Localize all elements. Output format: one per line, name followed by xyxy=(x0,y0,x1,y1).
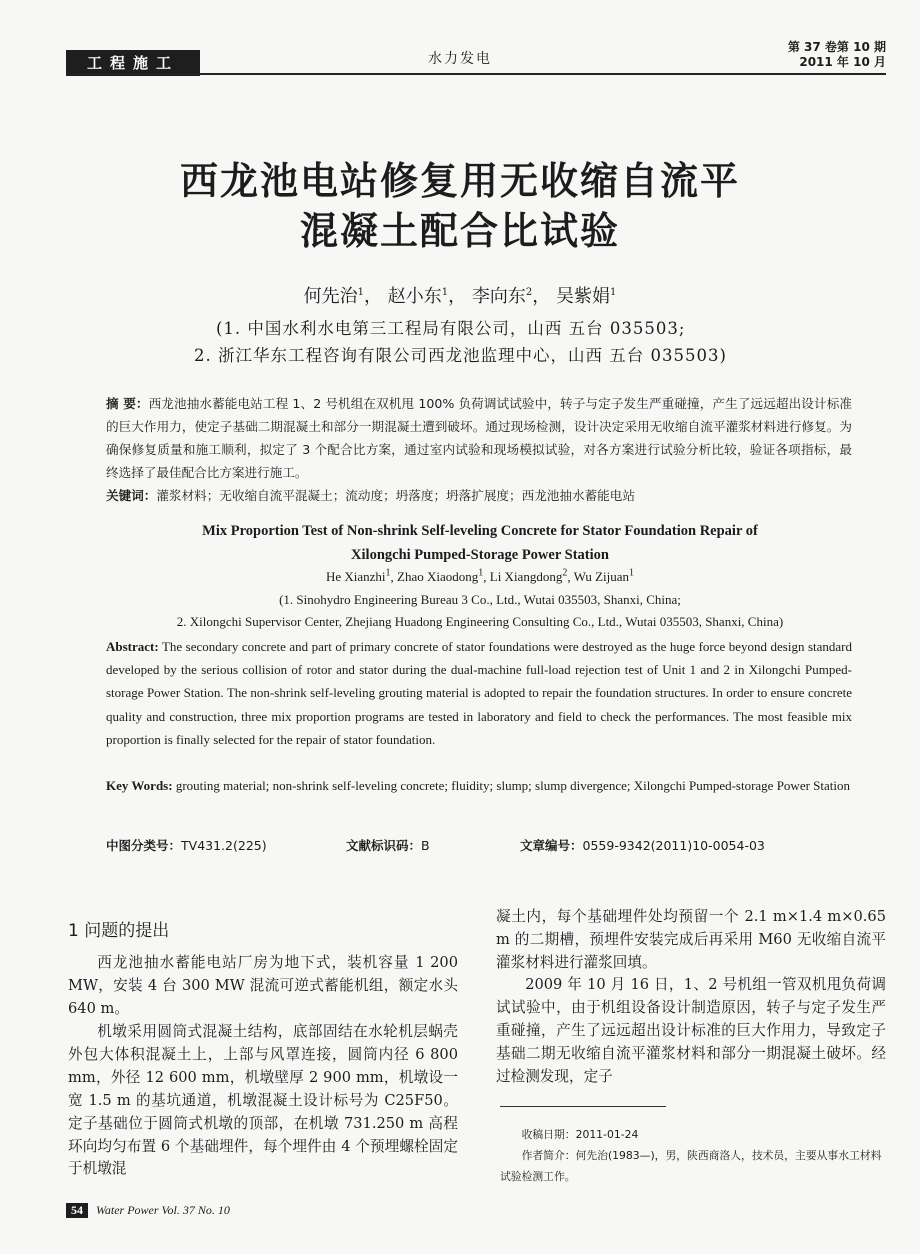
volume-issue: 第 37 卷第 10 期 xyxy=(787,40,886,54)
footer-journal: Water Power Vol. 37 No. 10 xyxy=(96,1203,230,1217)
body-paragraph-3: 凝土内，每个基础埋件处均预留一个 2.1 m×1.4 m×0.65 m 的二期槽，预埋件安装完成后再采用 M60 无收缩自流平灌浆材料进行灌浆回填。 xyxy=(496,908,886,971)
abstract-en-label: Abstract: xyxy=(106,639,159,654)
author-cn: 何先治$^1$ xyxy=(303,286,365,307)
abstract-cn xyxy=(106,392,852,484)
author-cn: 李向东$^2$ xyxy=(471,286,533,307)
body-paragraph-2: 机墩采用圆筒式混凝土结构，底部固结在水轮机层蜗壳外包大体积混凝土上，上部与风罩连接，圆筒内径 6 800 mm，外径 12 600 mm，机墩壁厚 2 900 mm，机墩设一宽 1.5 m 的基坑通道，机墩混凝土设计标号为 C25F50。定子基础位于圆筒式机墩的顶部，在机墩 731.250 m 高程环向均匀布置 6 个基础埋件，每个埋件由 4 个预埋螺栓固定于机墩混 xyxy=(68,1023,458,1178)
abstract-en xyxy=(106,635,852,751)
page-number: 54 xyxy=(66,1203,88,1218)
keywords-en-label: Key Words: xyxy=(106,778,173,793)
footnote-rule xyxy=(500,1106,666,1107)
affiliation-en-2: 2. Xilongchi Supervisor Center, Zhejiang Huadong Engineering Consulting Co., Ltd., Wutai 035503, Shanxi, China) xyxy=(176,614,784,629)
affiliation-en-1: (1. Sinohydro Engineering Bureau 3 Co., Ltd., Wutai 035503, Shanxi, China; xyxy=(279,592,681,607)
keywords-en-text: grouting material; non-shrink self-leveling concrete; fluidity; slump; slump divergence; Xilongchi Pumped-storage Power Station xyxy=(175,778,851,793)
clc-number: 中图分类号：TV431.2(225) xyxy=(106,838,267,853)
page-footer xyxy=(66,1203,230,1218)
author-cn: 赵小东$^1$ xyxy=(387,286,449,307)
document-code: 文献标识码：B xyxy=(346,838,430,853)
author-en: Li Xiangdong$^2$ xyxy=(489,568,568,585)
footnote-author-bio: 作者简介：何先治(1983—)，男，陕西商洛人，技术员，主要从事水工材料试验检测工作。 xyxy=(500,1149,882,1183)
title-en-line2: Xilongchi Pumped-Storage Power Station xyxy=(351,547,609,563)
footnote-received: 收稿日期：2011-01-24 xyxy=(521,1128,639,1141)
body-paragraph-4: 2009 年 10 月 16 日，1、2 号机组一管双机甩负荷调试试验中，由于机组设备设计制造原因，转子与定子发生严重碰撞，产生了远远超出设计标准的巨大作用力，导致定子基础二期无收缩自流平灌浆材料和部分一期混凝土破坏。经过检测发现，定子 xyxy=(496,976,886,1085)
affiliation-cn-2: 2. 浙江华东工程咨询有限公司西龙池监理中心，山西 五台 035503) xyxy=(194,346,727,365)
keywords-cn-label: 关键词： xyxy=(106,488,157,503)
keywords-cn-text: 灌浆材料；无收缩自流平混凝土；流动度；坍落度；坍落扩展度；西龙池抽水蓄能电站 xyxy=(156,488,635,503)
author-en: He Xianzhi$^1$ xyxy=(325,568,391,585)
authors-cn: 何先治$^1$， 赵小东$^1$， 李向东$^2$， 吴紫娟$^1$ xyxy=(303,286,617,307)
title-cn-line1: 西龙池电站修复用无收缩自流平 xyxy=(179,158,740,203)
abstract-en-text: The secondary concrete and part of primary concrete of stator foundations were destroyed as the huge force beyond design standard developed by the serious collision of rotor and stator during the dual-machine full-load rejection test of Unit 1 and 2 in Xilongchi Pumped-storage Power Station. The non-shrink self-leveling grouting material is adopted to repair the foundation structures. In order to ensure concrete quality and construction, three mix proportion programs are tested in laboratory and field to check the performances. The most feasible mix proportion is finally selected for the repair of stator foundation. xyxy=(106,639,853,747)
header-rule xyxy=(66,73,886,75)
abstract-cn-text: 西龙池抽水蓄能电站工程 1、2 号机组在双机甩 100% 负荷调试试验中，转子与定子发生严重碰撞，产生了远远超出设计标准的巨大作用力，使定子基础二期混凝土和部分一期混凝土遭到破坏。通过现场检测，设计决定采用无收缩自流平灌浆材料进行修复。为确保修复质量和施工顺利，拟定了 3 个配合比方案，通过室内试验和现场模拟试验，对各方案进行试验分析比较，验证各项指标，最终选择了最佳配合比方案进行施工。 xyxy=(106,396,852,480)
author-en: Zhao Xiaodong$^1$ xyxy=(397,568,484,585)
section-tag: 工程施工 xyxy=(66,50,200,76)
title-cn-line2: 混凝土配合比试验 xyxy=(299,208,620,253)
body-paragraph-1: 西龙池抽水蓄能电站厂房为地下式，装机容量 1 200 MW，安装 4 台 300 MW 混流可逆式蓄能机组，额定水头 640 m。 xyxy=(68,954,458,1017)
author-cn: 吴紫娟$^1$ xyxy=(555,286,617,307)
issue-info xyxy=(788,40,886,70)
affiliation-cn-1: (1. 中国水利水电第三工程局有限公司，山西 五台 035503; xyxy=(216,319,686,338)
abstract-cn-label: 摘 要： xyxy=(106,396,149,411)
title-en-line1: Mix Proportion Test of Non-shrink Self-leveling Concrete for Stator Foundation Repair of xyxy=(202,523,758,539)
article-number: 文章编号：0559-9342(2011)10-0054-03 xyxy=(520,838,765,853)
keywords-en xyxy=(106,774,852,797)
journal-name: 水力发电 xyxy=(428,51,492,67)
issue-date: 2011 年 10 月 xyxy=(799,55,886,69)
author-en: Wu Zijuan$^1$ xyxy=(573,568,635,585)
authors-en: He Xianzhi$^1$, Zhao Xiaodong$^1$, Li Xiangdong$^2$, Wu Zijuan$^1$ xyxy=(325,568,635,585)
section-heading: 1 问题的提出 xyxy=(68,921,170,941)
keywords-cn xyxy=(106,484,852,507)
